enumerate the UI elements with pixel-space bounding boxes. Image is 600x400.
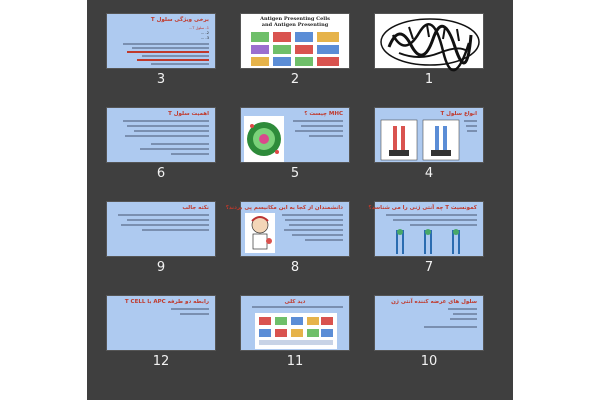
slide-thumbnail-5[interactable] [240,107,350,163]
slide-title: MHC چیست ؟ [304,111,343,117]
slide-number: 8 [290,260,300,275]
slide-thumbnail-4[interactable] [374,107,484,163]
slide-thumbnail-11[interactable] [240,295,350,351]
slide-title: دید کلی [284,299,306,305]
slide-number: 7 [424,260,434,275]
slide-thumbnail-3[interactable] [106,13,216,69]
slide-body [113,26,209,65]
slide-body [247,306,343,308]
receptor-diagram [387,228,473,256]
slide-body [287,120,343,137]
slide-cell-11 [240,295,350,371]
slide-line: 1- سلول T... [188,26,209,30]
slide-number: 9 [156,260,166,275]
slide-cell-10 [374,295,484,371]
slide-number: 3 [156,72,166,87]
slide-thumbnail-10[interactable] [374,295,484,351]
slide-grid [106,13,484,371]
slide-body [279,214,343,241]
slide-cell-8 [225,201,350,277]
slide-title: دانشمندان از کجا به این مکانیسم پی بردند؟ [225,205,343,211]
slide-title: انواع سلول T [440,111,477,117]
slide-title: کمونسیت T چه آنتی ژنی را می شناسد؟ [368,205,477,211]
slide-number: 11 [286,354,304,369]
slide-title: اهمیت سلول T [168,111,209,117]
slide-title: برخی ویژگی سلول T [150,17,209,23]
slide-body [381,308,477,328]
slide-title: رابطه دو طرفه APC با T CELL [124,299,209,305]
slide-cell-5 [240,107,350,183]
slide-number: 10 [420,354,438,369]
slide-thumbnail-7[interactable] [368,201,484,257]
slide-cell-4 [374,107,484,183]
slide-number: 2 [290,72,300,87]
slide-number: 4 [424,166,434,181]
slide-thumbnail-9[interactable] [106,201,216,257]
slide-cell-7 [368,201,484,277]
t-cell-diagram [381,120,459,160]
slide-body [381,214,477,226]
slide-thumbnail-1[interactable] [374,13,484,69]
scientist-cartoon-image [245,213,275,253]
slide-title: Antigen Presenting Cells and Antigen Presenting [260,16,330,28]
overview-diagram [255,313,337,349]
slide-sorter-panel [87,0,513,400]
slide-number: 6 [156,166,166,181]
slide-number: 1 [424,72,434,87]
slide-body [461,120,477,132]
cell-image [244,116,284,162]
slide-thumbnail-6[interactable] [106,107,216,163]
slide-body [113,120,209,155]
slide-cell-1 [374,13,484,89]
calligraphy-logo [379,17,481,67]
slide-cell-12 [106,295,216,371]
slide-line: 2- ... [200,31,209,35]
slide-body [113,214,209,231]
slide-number: 12 [152,354,170,369]
slide-number: 5 [290,166,300,181]
antigen-diagram [249,30,343,68]
slide-body [113,308,209,315]
slide-cell-2 [240,13,350,89]
slide-cell-3 [106,13,216,89]
slide-cell-9 [106,201,216,277]
slide-cell-6 [106,107,216,183]
slide-thumbnail-8[interactable] [225,201,350,257]
slide-title: سلول های عرضه کننده آنتی ژن [391,299,477,305]
slide-thumbnail-2[interactable] [240,13,350,69]
slide-title: نکته جالب [182,205,209,211]
slide-thumbnail-12[interactable] [106,295,216,351]
slide-line: 3- ... [200,36,209,40]
